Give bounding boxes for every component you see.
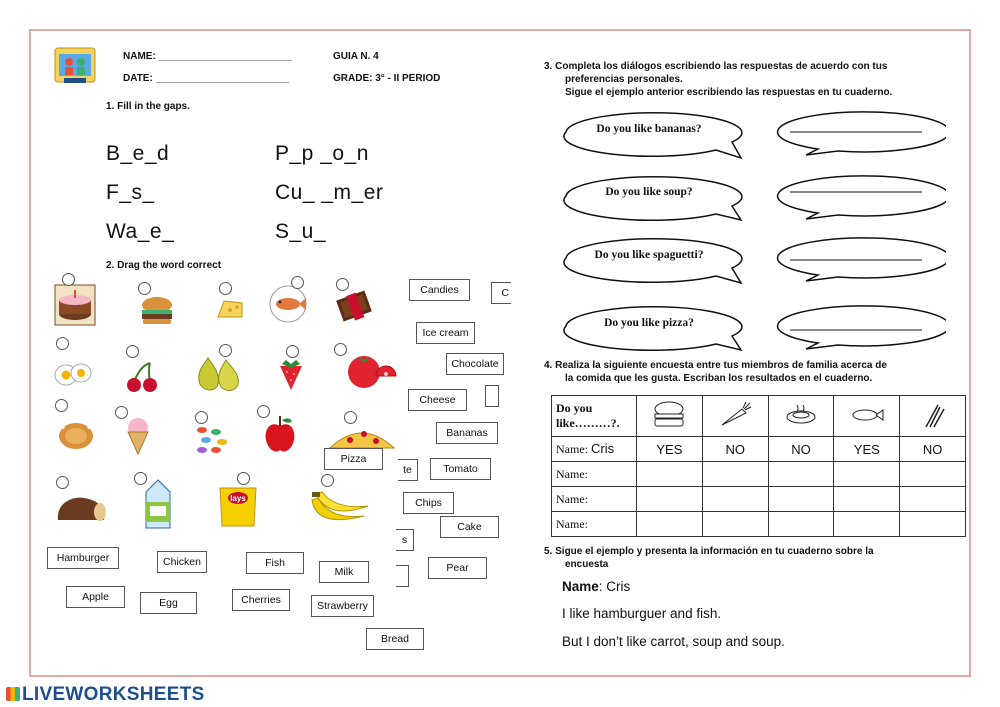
section3-title: 3. Completa los diálogos escribiendo las respuestas de acuerdo con tus [544, 61, 888, 72]
fish-plate-icon [268, 284, 308, 324]
word-tile-egg[interactable]: Egg [140, 592, 197, 614]
example-like-line: I like hamburguer and fish. [562, 606, 722, 621]
bread-icon [54, 492, 108, 528]
drop-target[interactable] [257, 405, 270, 418]
answer-cell[interactable]: NO [900, 437, 966, 462]
answer-cell[interactable] [768, 487, 834, 512]
eggs-icon [54, 358, 92, 390]
example-name-label: Name [562, 579, 599, 594]
word-tile-pizza[interactable]: Pizza [324, 448, 383, 470]
drop-target[interactable] [56, 476, 69, 489]
drop-target[interactable] [286, 345, 299, 358]
survey-header-label: Do you like………?. [552, 396, 637, 437]
answer-cell[interactable] [702, 512, 768, 537]
drop-target[interactable] [321, 474, 334, 487]
survey-name-cell[interactable]: Name: [552, 487, 637, 512]
guide-number: GUIA N. 4 [333, 51, 379, 62]
answer-cell[interactable] [702, 462, 768, 487]
section4-title: 4. Realiza la siguiente encuesta entre tus miembros de familia acerca de [544, 360, 887, 371]
answer-cell[interactable] [900, 487, 966, 512]
answer-cell[interactable] [637, 512, 703, 537]
section1-title: 1. Fill in the gaps. [106, 101, 190, 112]
survey-table [551, 395, 966, 537]
word-tile-partial[interactable]: s [396, 529, 414, 551]
section5-title-line2: encuesta [565, 559, 609, 570]
word-tile-partial[interactable] [396, 565, 409, 587]
question-bubble [564, 113, 742, 158]
drop-target[interactable] [134, 472, 147, 485]
gap-word: B_e_d [106, 142, 170, 165]
fish-icon [834, 396, 900, 437]
section3-title-line3: Sigue el ejemplo anterior escribiendo las respuestas en tu cuaderno. [565, 87, 893, 98]
pizza-icon [326, 416, 398, 452]
drop-target[interactable] [219, 344, 232, 357]
gap-word: F_s_ [106, 181, 155, 204]
answer-cell[interactable] [834, 462, 900, 487]
drop-target[interactable] [55, 399, 68, 412]
name-label: Name: [556, 442, 588, 456]
answer-cell[interactable]: YES [637, 437, 703, 462]
drop-target[interactable] [219, 282, 232, 295]
tomato-icon [344, 350, 398, 392]
word-tile-milk[interactable]: Milk [319, 561, 369, 583]
word-tile-bananas[interactable]: Bananas [436, 422, 498, 444]
survey-name-cell[interactable] [552, 437, 637, 462]
answer-cell[interactable]: YES [834, 437, 900, 462]
soup-icon [768, 396, 834, 437]
gap-word: P_p _o_n [275, 142, 369, 165]
drop-target[interactable] [56, 337, 69, 350]
bananas-icon [306, 484, 372, 532]
drop-target[interactable] [344, 411, 357, 424]
chips-bag-icon [216, 484, 260, 530]
answer-cell[interactable]: NO [768, 437, 834, 462]
answer-cell[interactable] [834, 512, 900, 537]
answer-bubble [778, 112, 946, 155]
apple-icon [262, 414, 298, 456]
word-tile-cherries[interactable]: Cherries [232, 589, 290, 611]
word-tile-candies[interactable]: Candies [409, 279, 470, 301]
section2-title: 2. Drag the word correct [106, 260, 222, 271]
question-bubble [564, 177, 742, 221]
word-tile-hamburger[interactable]: Hamburger [47, 547, 119, 569]
strawberry-icon [276, 358, 306, 392]
word-tile-ice-cream[interactable]: Ice cream [416, 322, 475, 344]
candies-icon [192, 422, 232, 456]
answer-cell[interactable] [637, 487, 703, 512]
drop-target[interactable] [291, 276, 304, 289]
drop-target[interactable] [336, 278, 349, 291]
answer-cell[interactable] [637, 462, 703, 487]
ice-cream-icon [122, 416, 154, 456]
chips-brand-label: lays [230, 494, 246, 503]
answer-bubble [778, 238, 946, 281]
question-text: Do you like spaguetti? [594, 249, 704, 261]
drop-target[interactable] [115, 406, 128, 419]
date-field-label: DATE: ________________________ [123, 73, 290, 84]
grade-period: GRADE: 3° - II PERIOD [333, 73, 441, 84]
survey-name-cell[interactable]: Name: [552, 462, 637, 487]
cheese-icon [216, 295, 244, 321]
answer-cell[interactable] [702, 487, 768, 512]
word-tile-apple[interactable]: Apple [66, 586, 125, 608]
word-tile-chocolate[interactable]: Chocolate [446, 353, 504, 375]
question-text: Do you like bananas? [596, 123, 702, 135]
drop-target[interactable] [334, 343, 347, 356]
hamburger-icon [140, 296, 174, 326]
cherries-icon [124, 360, 160, 394]
section5-title: 5. Sigue el ejemplo y presenta la información en tu cuaderno sobre la [544, 546, 874, 557]
drop-target[interactable] [126, 345, 139, 358]
word-tile-partial[interactable]: te [398, 459, 418, 481]
word-tile-chips[interactable]: Chips [403, 492, 454, 514]
liveworksheets-logo [6, 684, 205, 706]
carrot-icon [702, 396, 768, 437]
brand-text: LIVEWORKSHEETS [22, 684, 205, 705]
drop-target[interactable] [237, 472, 250, 485]
word-tile-pear[interactable]: Pear [428, 557, 487, 579]
answer-cell[interactable] [834, 487, 900, 512]
drop-target[interactable] [195, 411, 208, 424]
hamburger-icon [637, 396, 703, 437]
gap-word: S_u_ [275, 220, 327, 243]
question-text: Do you like soup? [605, 186, 693, 198]
gap-word: Wa_e_ [106, 220, 175, 243]
answer-bubble [778, 306, 946, 349]
word-tile-fish[interactable]: Fish [246, 552, 304, 574]
pear-icon [194, 352, 240, 394]
answer-cell[interactable] [900, 512, 966, 537]
survey-name-cell[interactable]: Name: [552, 512, 637, 537]
vegetable-icon [900, 396, 966, 437]
word-tile-cheese[interactable]: Cheese [408, 389, 467, 411]
answer-cell[interactable] [768, 462, 834, 487]
name-field-label: NAME: ________________________ [123, 51, 293, 62]
drop-target[interactable] [62, 273, 75, 286]
example-dislike-line: But I don’t like carrot, soup and soup. [562, 634, 785, 649]
word-tile-partial[interactable]: C [491, 282, 511, 304]
example-name-value: : Cris [598, 579, 631, 594]
word-tile-bread[interactable]: Bread [366, 628, 424, 650]
gap-word: Cu_ _m_er [275, 181, 384, 204]
respondent-name: Cris [591, 441, 615, 456]
answer-cell[interactable] [768, 512, 834, 537]
drop-target[interactable] [138, 282, 151, 295]
section4-title-line2: la comida que les gusta. Escriban los resultados en el cuaderno. [565, 373, 873, 384]
chocolate-icon [336, 290, 372, 322]
example-name-line [562, 579, 630, 594]
word-tile-chicken[interactable]: Chicken [157, 551, 207, 573]
chicken-icon [54, 414, 98, 454]
word-tile-cake[interactable]: Cake [440, 516, 499, 538]
cake-icon [54, 284, 96, 326]
school-logo-icon [52, 42, 98, 88]
brand-mark-icon [6, 687, 20, 701]
word-tile-strawberry[interactable]: Strawberry [311, 595, 374, 617]
answer-bubble [778, 176, 946, 219]
section3-title-line2: preferencias personales. [565, 74, 683, 85]
milk-carton-icon [142, 478, 174, 530]
answer-cell[interactable]: NO [702, 437, 768, 462]
answer-cell[interactable] [900, 462, 966, 487]
word-tile-tomato[interactable]: Tomato [430, 458, 491, 480]
question-text: Do you like pizza? [604, 317, 694, 329]
word-tile-partial[interactable] [485, 385, 499, 407]
